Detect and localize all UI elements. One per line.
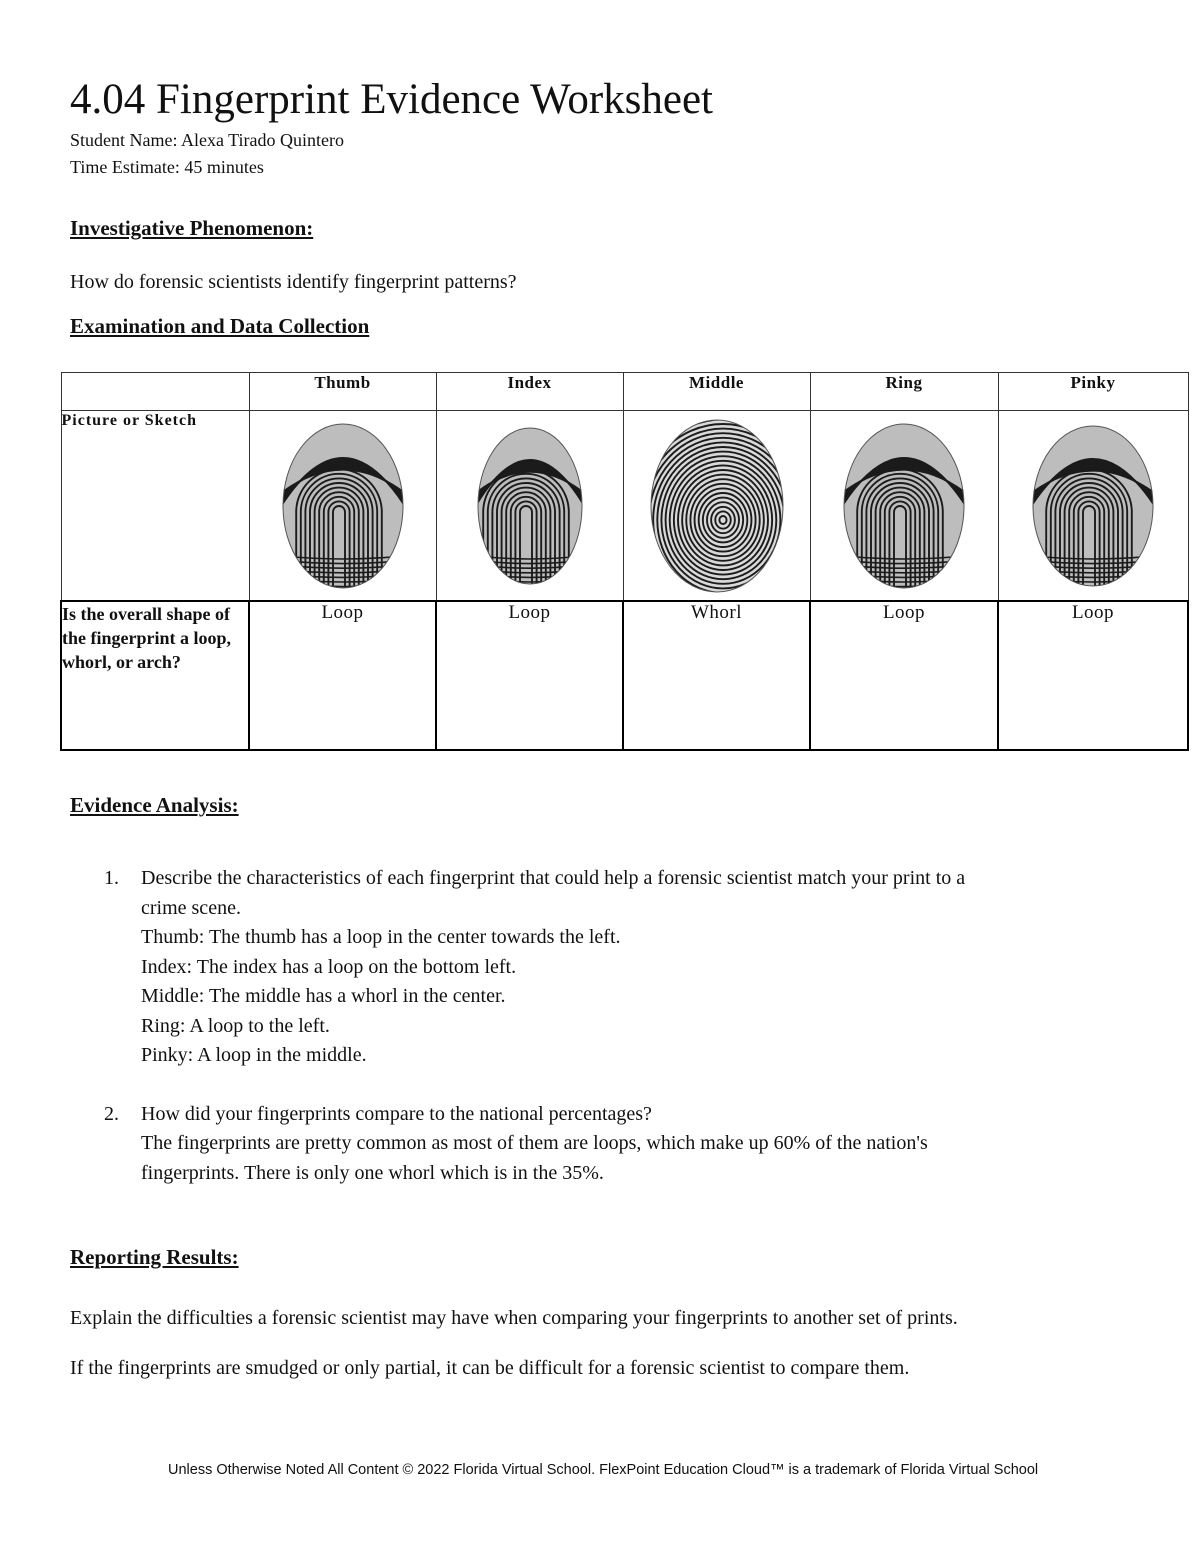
index-shape-cell: Loop bbox=[436, 601, 623, 750]
shape-row-label: Is the overall shape of the fingerprint a loop, whorl, or arch? bbox=[61, 601, 249, 750]
ring-picture-cell bbox=[810, 411, 998, 602]
pinky-shape-cell: Loop bbox=[998, 601, 1188, 750]
question-1-line: Describe the characteristics of each fingerprint that could help a forensic scientist match your print to a bbox=[141, 867, 966, 889]
ring-shape-cell: Loop bbox=[810, 601, 998, 750]
column-header-middle: Middle bbox=[623, 373, 810, 411]
column-header-thumb: Thumb bbox=[249, 373, 436, 411]
question-2-line: How did your fingerprints compare to the national percentages? bbox=[141, 1102, 652, 1125]
thumb-picture-cell bbox=[249, 411, 436, 602]
pinky-picture-cell bbox=[998, 411, 1188, 602]
reporting-answer: If the fingerprints are smudged or only partial, it can be difficult for a forensic scientist to compare them. bbox=[70, 1357, 910, 1379]
answer-1-line: Pinky: A loop in the middle. bbox=[141, 1044, 367, 1066]
middle-fingerprint-icon bbox=[642, 414, 792, 598]
analysis-question-list bbox=[104, 864, 965, 1188]
analysis-heading: Evidence Analysis: bbox=[70, 793, 239, 817]
phenomenon-heading: Investigative Phenomenon: bbox=[70, 216, 314, 240]
student-name: Student Name: Alexa Tirado Quintero bbox=[70, 130, 344, 150]
thumb-shape-cell: Loop bbox=[249, 601, 436, 750]
middle-shape-cell: Whorl bbox=[623, 601, 810, 750]
column-header-index: Index bbox=[436, 373, 623, 411]
index-picture-cell bbox=[436, 411, 623, 602]
question-number: 2. bbox=[104, 1102, 119, 1125]
answer-2-line: fingerprints. There is only one whorl which is in the 35%. bbox=[141, 1161, 604, 1184]
answer-1-line: Thumb: The thumb has a loop in the center towards the left. bbox=[141, 926, 621, 948]
header-empty-cell bbox=[61, 373, 249, 411]
question-1-line: crime scene. bbox=[141, 896, 241, 919]
answer-1-line: Index: The index has a loop on the bottom left. bbox=[141, 955, 517, 978]
thumb-fingerprint-icon bbox=[278, 417, 408, 595]
answer-1-line: Middle: The middle has a whorl in the center. bbox=[141, 985, 506, 1007]
reporting-prompt: Explain the difficulties a forensic scientist may have when comparing your fingerprints to another set of prints. bbox=[70, 1307, 958, 1329]
column-header-pinky: Pinky bbox=[998, 373, 1188, 411]
fingerprint-data-table bbox=[60, 372, 1189, 751]
column-header-ring: Ring bbox=[810, 373, 998, 411]
page-title: 4.04 Fingerprint Evidence Worksheet bbox=[70, 76, 713, 123]
shape-row bbox=[61, 601, 1188, 750]
middle-picture-cell bbox=[623, 411, 810, 602]
index-fingerprint-icon bbox=[470, 420, 590, 592]
pinky-fingerprint-icon bbox=[1027, 418, 1159, 594]
analysis-question-2 bbox=[104, 1100, 965, 1189]
phenomenon-question: How do forensic scientists identify fingerprint patterns? bbox=[70, 271, 517, 293]
analysis-question-1 bbox=[104, 864, 965, 1071]
copyright-footer: Unless Otherwise Noted All Content © 2022 Florida Virtual School. FlexPoint Education Cloud™ is a trademark of Florida Virtual School bbox=[168, 1462, 1039, 1478]
examination-heading: Examination and Data Collection bbox=[70, 314, 370, 338]
answer-1-line: Ring: A loop to the left. bbox=[141, 1014, 330, 1037]
picture-row bbox=[61, 411, 1188, 602]
time-estimate: Time Estimate: 45 minutes bbox=[70, 157, 264, 177]
picture-row-label: Picture or Sketch bbox=[61, 411, 249, 602]
answer-2-line: The fingerprints are pretty common as most of them are loops, which make up 60% of the nation's bbox=[141, 1132, 928, 1154]
ring-fingerprint-icon bbox=[838, 417, 970, 595]
question-number: 1. bbox=[104, 867, 119, 889]
reporting-heading: Reporting Results: bbox=[70, 1245, 239, 1269]
table-header-row bbox=[61, 373, 1188, 411]
